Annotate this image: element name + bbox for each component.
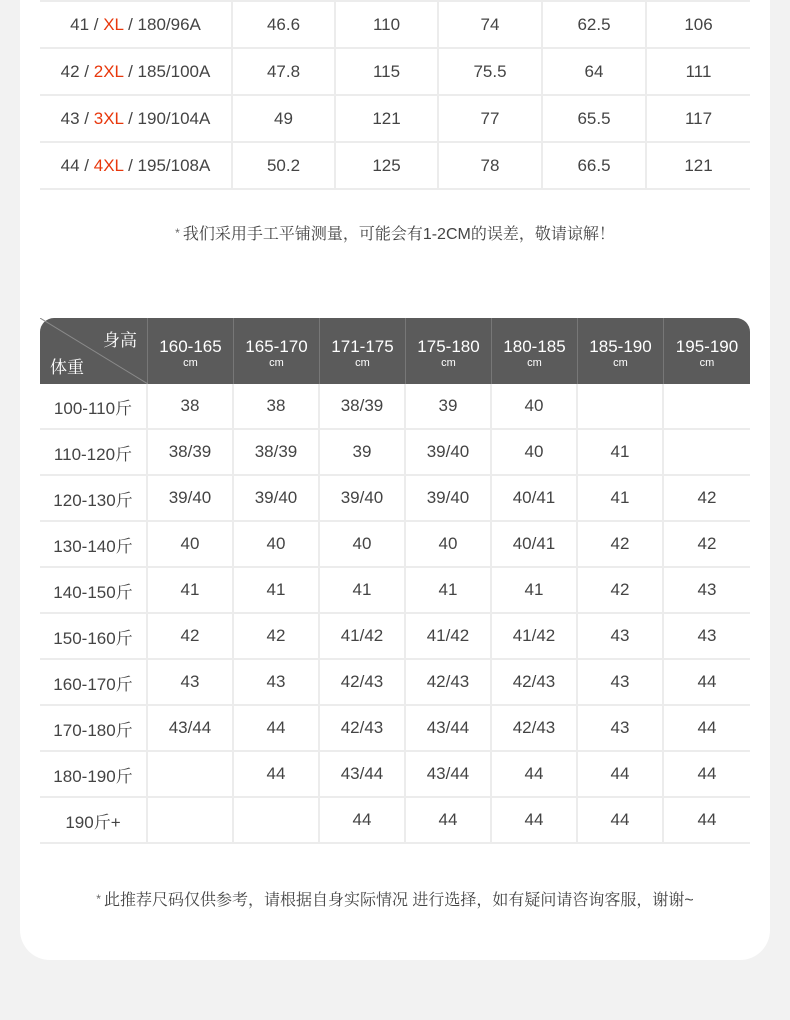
- recommended-size-cell: 40/41: [492, 522, 578, 568]
- size-spec: / 185/100A: [123, 61, 211, 81]
- measurement-cell: 77: [438, 95, 542, 142]
- measurement-cell: 106: [646, 1, 750, 48]
- size-spec-cell: [40, 48, 232, 95]
- recommendation-row: [40, 522, 750, 568]
- recommended-size-cell: [664, 384, 750, 430]
- recommended-size-cell: 41: [234, 568, 320, 614]
- recommended-size-cell: 40: [406, 522, 492, 568]
- weight-range-cell: 190斤+: [40, 798, 148, 844]
- height-range-header: [578, 318, 664, 384]
- recommended-size-cell: 43: [578, 614, 664, 660]
- measurement-row: [40, 48, 750, 95]
- measurement-cell: 121: [646, 142, 750, 189]
- recommended-size-cell: 41/42: [320, 614, 406, 660]
- measurement-cell: 117: [646, 95, 750, 142]
- recommendation-row: [40, 568, 750, 614]
- weight-range-cell: 150-160斤: [40, 614, 148, 660]
- size-recommendation-table: [40, 318, 750, 844]
- recommended-size-cell: [578, 384, 664, 430]
- recommended-size-cell: 43/44: [148, 706, 234, 752]
- recommended-size-cell: 40/41: [492, 476, 578, 522]
- recommended-size-cell: 39: [320, 430, 406, 476]
- recommended-size-cell: [234, 798, 320, 844]
- recommended-size-cell: 43/44: [406, 706, 492, 752]
- size-label: 4XL: [93, 155, 124, 175]
- height-unit: cm: [527, 356, 542, 369]
- height-range: 165-170: [245, 336, 308, 356]
- size-spec: / 195/108A: [123, 155, 211, 175]
- height-range: 180-185: [503, 336, 566, 356]
- recommended-size-cell: 43/44: [406, 752, 492, 798]
- recommended-size-cell: 44: [406, 798, 492, 844]
- height-range: 195-190: [675, 336, 739, 356]
- recommended-size-cell: 41: [406, 568, 492, 614]
- corner-header: [40, 318, 148, 384]
- height-unit: cm: [269, 356, 284, 369]
- size-label: 3XL: [93, 108, 124, 128]
- recommended-size-cell: 44: [578, 752, 664, 798]
- height-range: 175-180: [417, 336, 480, 356]
- recommended-size-cell: 39/40: [234, 476, 320, 522]
- recommended-size-cell: 42/43: [320, 660, 406, 706]
- height-unit: cm: [699, 356, 715, 369]
- size-spec: / 180/96A: [123, 14, 201, 34]
- recommended-size-cell: 44: [664, 798, 750, 844]
- note-text: 此推荐尺码仅供参考，请根据自身实际情况 进行选择，如有疑问请咨询客服，谢谢~: [103, 892, 694, 909]
- size-label: 2XL: [93, 61, 124, 81]
- recommended-size-cell: 42/43: [492, 706, 578, 752]
- recommendation-row: [40, 614, 750, 660]
- height-range-header: [320, 318, 406, 384]
- measurement-row: [40, 1, 750, 48]
- measurement-note: [0, 221, 790, 244]
- height-range: 160-165: [159, 336, 222, 356]
- weight-range-cell: 170-180斤: [40, 706, 148, 752]
- measurement-cell: 78: [438, 142, 542, 189]
- recommended-size-cell: 39/40: [406, 476, 492, 522]
- weight-axis-label: 体重: [50, 358, 84, 377]
- recommended-size-cell: 39/40: [148, 476, 234, 522]
- size-number: 44 /: [60, 155, 94, 175]
- measurement-cell: 125: [335, 142, 438, 189]
- note-text: 我们采用手工平铺测量，可能会有1-2CM的误差，敬请谅解！: [182, 226, 615, 243]
- note-star: *: [175, 226, 180, 240]
- recommended-size-cell: 44: [578, 798, 664, 844]
- size-spec-cell: [40, 142, 232, 189]
- recommended-size-cell: 43/44: [320, 752, 406, 798]
- recommended-size-cell: 42: [664, 476, 750, 522]
- recommended-size-cell: 40: [492, 384, 578, 430]
- measurement-cell: 75.5: [438, 48, 542, 95]
- recommended-size-cell: 40: [148, 522, 234, 568]
- recommended-size-cell: 40: [320, 522, 406, 568]
- recommended-size-cell: 44: [492, 752, 578, 798]
- weight-range-cell: 100-110斤: [40, 384, 148, 430]
- height-range-header: [664, 318, 750, 384]
- recommended-size-cell: [148, 798, 234, 844]
- weight-range-cell: 140-150斤: [40, 568, 148, 614]
- measurement-row: [40, 142, 750, 189]
- recommended-size-cell: 41: [320, 568, 406, 614]
- height-range: 171-175: [331, 336, 394, 356]
- recommended-size-cell: 39: [406, 384, 492, 430]
- measurement-cell: 121: [335, 95, 438, 142]
- height-unit: cm: [355, 356, 370, 369]
- recommended-size-cell: 44: [234, 752, 320, 798]
- size-number: 41 /: [70, 14, 104, 34]
- recommended-size-cell: 43: [234, 660, 320, 706]
- recommendation-row: [40, 752, 750, 798]
- height-unit: cm: [613, 356, 628, 369]
- recommended-size-cell: 38: [148, 384, 234, 430]
- recommended-size-cell: 40: [492, 430, 578, 476]
- height-unit: cm: [183, 356, 198, 369]
- measurement-table: [40, 0, 750, 190]
- recommendation-row: [40, 476, 750, 522]
- recommended-size-cell: 38: [234, 384, 320, 430]
- size-number: 43 /: [60, 108, 94, 128]
- measurement-cell: 62.5: [542, 1, 646, 48]
- recommended-size-cell: 39/40: [320, 476, 406, 522]
- recommended-size-cell: 39/40: [406, 430, 492, 476]
- recommended-size-cell: 44: [664, 660, 750, 706]
- recommendation-row: [40, 430, 750, 476]
- size-number: 42 /: [60, 61, 94, 81]
- recommended-size-cell: 43: [664, 568, 750, 614]
- measurement-cell: 111: [646, 48, 750, 95]
- recommended-size-cell: 44: [320, 798, 406, 844]
- recommendation-row: [40, 798, 750, 844]
- recommendation-row: [40, 660, 750, 706]
- recommended-size-cell: 43: [664, 614, 750, 660]
- measurement-cell: 115: [335, 48, 438, 95]
- height-range-header: [148, 318, 234, 384]
- measurement-cell: 74: [438, 1, 542, 48]
- measurement-cell: 47.8: [232, 48, 335, 95]
- recommended-size-cell: 41: [578, 476, 664, 522]
- measurement-cell: 64: [542, 48, 646, 95]
- height-range-header: [492, 318, 578, 384]
- recommended-size-cell: [664, 430, 750, 476]
- recommended-size-cell: 43: [578, 660, 664, 706]
- recommended-size-cell: 41: [148, 568, 234, 614]
- measurement-cell: 65.5: [542, 95, 646, 142]
- recommended-size-cell: 42/43: [492, 660, 578, 706]
- recommended-size-cell: 43: [578, 706, 664, 752]
- recommended-size-cell: 40: [234, 522, 320, 568]
- size-spec-cell: [40, 1, 232, 48]
- recommended-size-cell: 41: [578, 430, 664, 476]
- weight-range-cell: 130-140斤: [40, 522, 148, 568]
- recommended-size-cell: 42/43: [406, 660, 492, 706]
- weight-range-cell: 110-120斤: [40, 430, 148, 476]
- recommended-size-cell: 44: [234, 706, 320, 752]
- recommended-size-cell: 41: [492, 568, 578, 614]
- recommended-size-cell: 38/39: [148, 430, 234, 476]
- height-range: 185-190: [589, 336, 652, 356]
- recommendation-row: [40, 384, 750, 430]
- recommended-size-cell: 43: [148, 660, 234, 706]
- recommendation-note: [0, 887, 790, 910]
- recommended-size-cell: 44: [664, 752, 750, 798]
- measurement-cell: 110: [335, 1, 438, 48]
- measurement-cell: 50.2: [232, 142, 335, 189]
- size-label: XL: [103, 14, 124, 34]
- recommended-size-cell: 38/39: [234, 430, 320, 476]
- weight-range-cell: 120-130斤: [40, 476, 148, 522]
- height-axis-label: 身高: [103, 331, 137, 350]
- recommended-size-cell: 44: [664, 706, 750, 752]
- recommended-size-cell: [148, 752, 234, 798]
- height-range-header: [406, 318, 492, 384]
- height-unit: cm: [441, 356, 456, 369]
- measurement-cell: 49: [232, 95, 335, 142]
- measurement-cell: 66.5: [542, 142, 646, 189]
- weight-range-cell: 160-170斤: [40, 660, 148, 706]
- recommended-size-cell: 42: [664, 522, 750, 568]
- recommended-size-cell: 42: [148, 614, 234, 660]
- size-spec: / 190/104A: [123, 108, 211, 128]
- measurement-row: [40, 95, 750, 142]
- weight-range-cell: 180-190斤: [40, 752, 148, 798]
- measurement-cell: 46.6: [232, 1, 335, 48]
- recommended-size-cell: 38/39: [320, 384, 406, 430]
- recommended-size-cell: 42: [234, 614, 320, 660]
- recommended-size-cell: 42/43: [320, 706, 406, 752]
- size-spec-cell: [40, 95, 232, 142]
- recommended-size-cell: 42: [578, 568, 664, 614]
- note-star: *: [96, 892, 101, 906]
- recommendation-row: [40, 706, 750, 752]
- height-range-header: [234, 318, 320, 384]
- recommended-size-cell: 42: [578, 522, 664, 568]
- recommended-size-cell: 41/42: [406, 614, 492, 660]
- recommended-size-cell: 44: [492, 798, 578, 844]
- recommended-size-cell: 41/42: [492, 614, 578, 660]
